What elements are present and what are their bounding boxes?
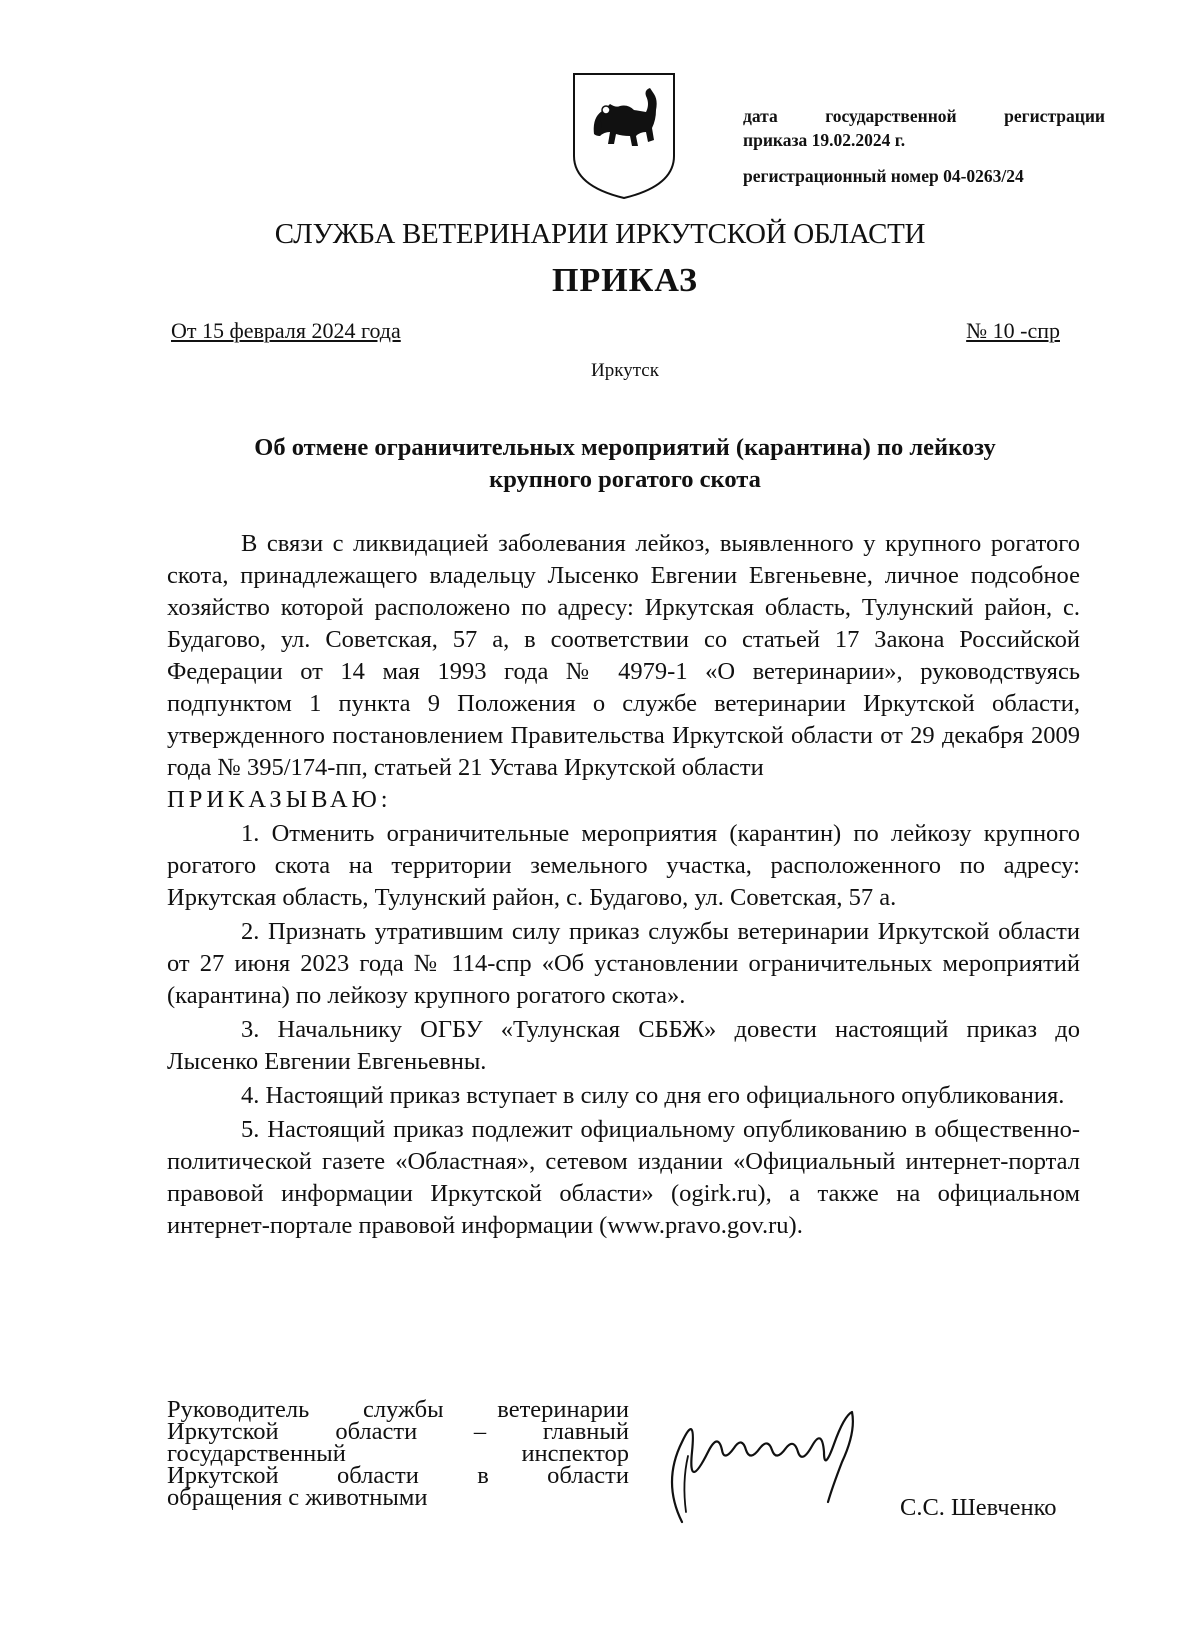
document-body	[167, 528, 1080, 1242]
document-type: ПРИКАЗ	[552, 262, 698, 299]
signatory-name: С.С. Шевченко	[900, 1494, 1057, 1521]
order-item-4: 4. Настоящий приказ вступает в силу со дня его официального опубликования.	[241, 1082, 1065, 1109]
position-line-3: государственный инспектор	[167, 1440, 629, 1467]
order-item-5: 5. Настоящий приказ подлежит официальному опубликованию в общественно-политической газете «Областная», сетевом издании «Официальный интернет-портал правовой информации Иркутской области» (ogirk.ru), а также на официальном интернет-портале правовой информации (www.pravo.gov.ru).	[167, 1116, 1080, 1239]
document-subject	[160, 432, 1090, 496]
handwritten-signature	[652, 1392, 892, 1532]
subject-line-2: крупного рогатого скота	[489, 466, 761, 493]
document-number: № 10 -спр	[966, 318, 1060, 343]
preamble-paragraph: В связи с ликвидацией заболевания лейкоз, выявленного у крупного рогатого скота, принадлежащего владельцу Лысенко Евгении Евгеньевне, личное подсобное хозяйство которой расположено по адресу: Иркутская область, Тулунский район, с. Будагово, ул. Советская, 57 а, в соответствии со статьей 17 Закона Российской Федерации от 14 мая 1993 года № 4979-1 «О ветеринарии», руководствуясь подпунктом 1 пункта 9 Положения о службе ветеринарии Иркутской области, утвержденного постановлением Правительства Иркутской области от 29 декабря 2009 года № 395/174-пп, статьей 21 Устава Иркутской области	[167, 530, 1080, 781]
position-line-1: Руководитель службы ветеринарии	[167, 1396, 629, 1423]
agency-name: СЛУЖБА ВЕТЕРИНАРИИ ИРКУТСКОЙ ОБЛАСТИ	[274, 218, 926, 250]
order-item-2: 2. Признать утратившим силу приказ службы ветеринарии Иркутской области от 27 июня 2023 года № 114-спр «Об установлении ограничительных мероприятий (карантина) по лейкозу крупного рогатого скота».	[167, 918, 1080, 1009]
signatory-position	[167, 1396, 629, 1511]
registration-number: регистрационный номер 04-0263/24	[743, 166, 1024, 186]
registration-line-1: дата государственной регистрации	[743, 106, 1105, 126]
coat-of-arms-icon	[570, 70, 678, 202]
document-date: От 15 февраля 2024 года	[171, 318, 401, 343]
position-line-2: Иркутской области – главный	[167, 1418, 629, 1445]
position-line-4: Иркутской области в области	[167, 1462, 629, 1489]
subject-line-1: Об отмене ограничительных мероприятий (карантина) по лейкозу	[254, 434, 996, 461]
document-city: Иркутск	[591, 360, 659, 381]
order-item-3: 3. Начальнику ОГБУ «Тулунская СББЖ» довести настоящий приказ до Лысенко Евгении Евгеньевны.	[167, 1016, 1080, 1075]
registration-note	[743, 104, 1105, 188]
registration-line-2: приказа 19.02.2024 г.	[743, 130, 906, 150]
decree-word: ПРИКАЗЫВАЮ:	[167, 786, 392, 813]
position-line-5: обращения с животными	[167, 1484, 428, 1511]
order-item-1: 1. Отменить ограничительные мероприятия (карантин) по лейкозу крупного рогатого скота на территории земельного участка, расположенного по адресу: Иркутская область, Тулунский район, с. Будагово, ул. Советская, 57 а.	[167, 820, 1080, 911]
